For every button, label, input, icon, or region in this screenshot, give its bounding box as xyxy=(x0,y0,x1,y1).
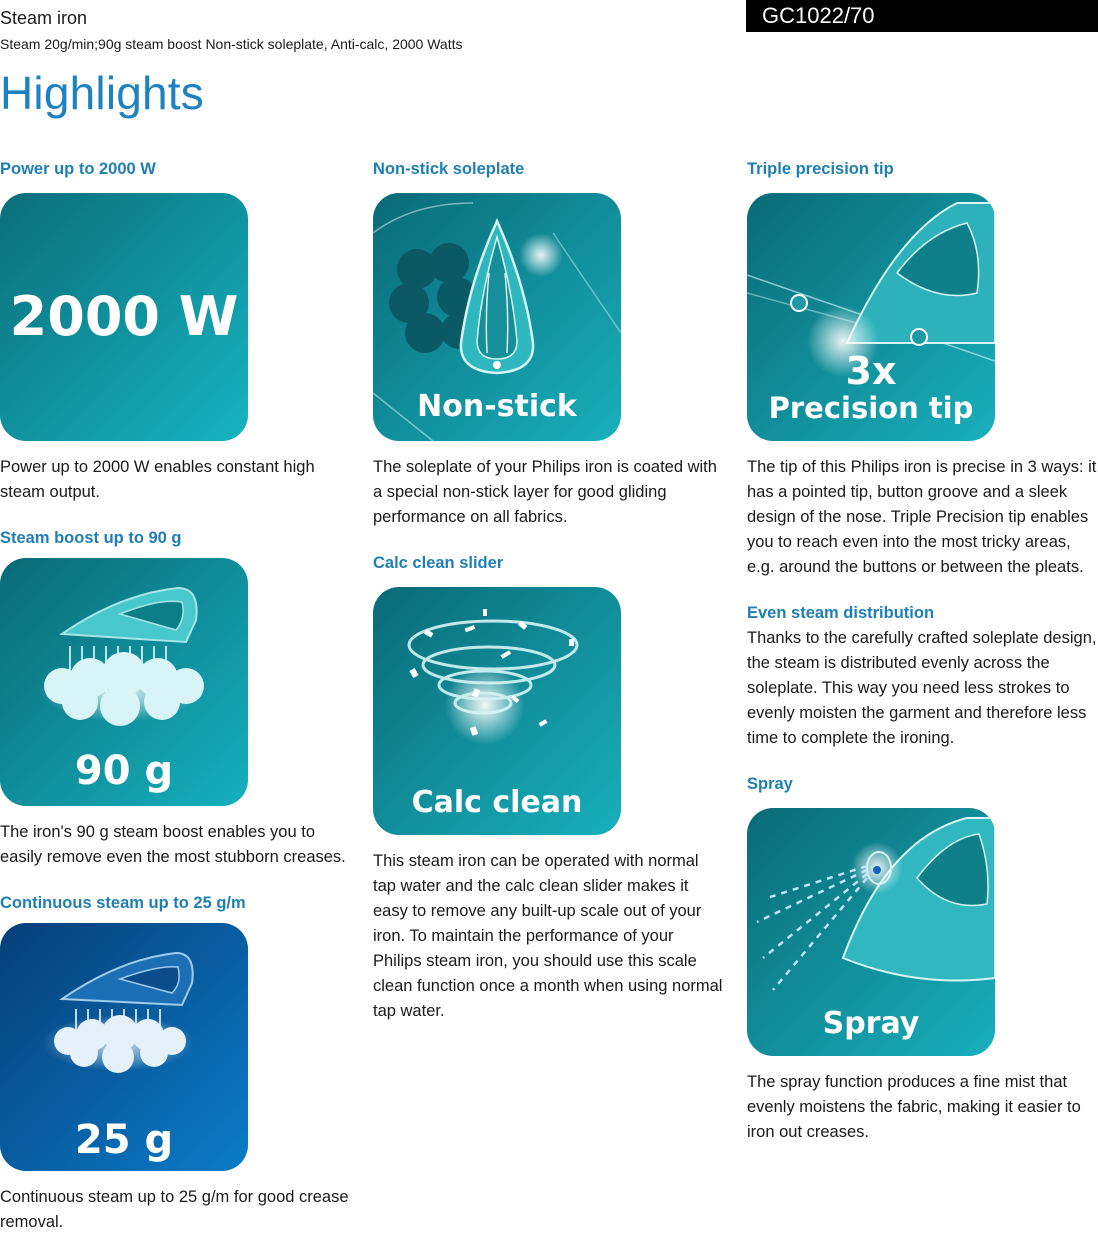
tile-label-precision: Precision tip xyxy=(768,391,974,425)
text-continuous: Continuous steam up to 25 g/m for good crease removal. xyxy=(0,1188,349,1231)
heading-calc: Calc clean slider xyxy=(373,554,504,572)
heading-power: Power up to 2000 W xyxy=(0,160,156,178)
tile-label-power: 2000 W xyxy=(9,285,239,348)
heading-continuous: Continuous steam up to 25 g/m xyxy=(0,894,246,912)
tile-nonstick xyxy=(373,193,621,441)
heading-precision: Triple precision tip xyxy=(747,160,894,178)
tile-label-spray: Spray xyxy=(822,1006,920,1041)
text-calc: This steam iron can be operated with normal tap water and the calc clean slider makes it easy to remove any built-up scale out of your iron. To maintain the performance of your Philips steam iron, you should use this scale clean function once a month when using normal tap water. xyxy=(373,852,723,1020)
text-precision: The tip of this Philips iron is precise in 3 ways: it has a pointed tip, button groove and a sleek design of the nose. Triple Precision tip enables you to reach even into the most tricky areas, e.g. around the buttons or between the pleats. xyxy=(747,458,1097,576)
heading-nonstick: Non-stick soleplate xyxy=(373,160,525,178)
product-name: Steam iron xyxy=(0,8,88,28)
tile-continuous xyxy=(0,923,248,1171)
tile-label-boost: 90 g xyxy=(74,748,174,794)
tile-boost xyxy=(0,558,248,806)
tile-label-precision-top: 3x xyxy=(845,349,897,393)
column-middle xyxy=(373,158,725,1024)
tile-label-continuous: 25 g xyxy=(74,1117,174,1163)
text-power: Power up to 2000 W enables constant high steam output. xyxy=(0,458,315,501)
tile-precision xyxy=(747,193,995,441)
column-right xyxy=(747,158,1098,1145)
tile-calc xyxy=(373,587,621,835)
text-nonstick: The soleplate of your Philips iron is coated with a special non-stick layer for good gliding performance on all fabrics. xyxy=(373,458,717,526)
column-left xyxy=(0,158,352,1235)
product-subtitle: Steam 20g/min;90g steam boost Non-stick soleplate, Anti-calc, 2000 Watts xyxy=(0,36,463,52)
model-badge: GC1022/70 xyxy=(746,0,1098,32)
text-even: Thanks to the carefully crafted soleplate design, the steam is distributed evenly across the soleplate. This way you need less strokes to evenly moisten the garment and therefore less time to complete the ironing. xyxy=(747,629,1097,747)
page-title: Highlights xyxy=(0,67,204,119)
heading-even: Even steam distribution xyxy=(747,604,935,622)
heading-spray: Spray xyxy=(747,775,793,793)
heading-boost: Steam boost up to 90 g xyxy=(0,529,182,547)
tile-power xyxy=(0,193,248,441)
text-spray: The spray function produces a fine mist that evenly moistens the fabric, making it easier to iron out creases. xyxy=(747,1073,1081,1141)
tile-label-nonstick: Non-stick xyxy=(417,389,577,424)
tile-spray xyxy=(747,808,995,1056)
text-boost: The iron's 90 g steam boost enables you to easily remove even the most stubborn creases. xyxy=(0,823,346,866)
tile-label-calc: Calc clean xyxy=(411,785,583,820)
